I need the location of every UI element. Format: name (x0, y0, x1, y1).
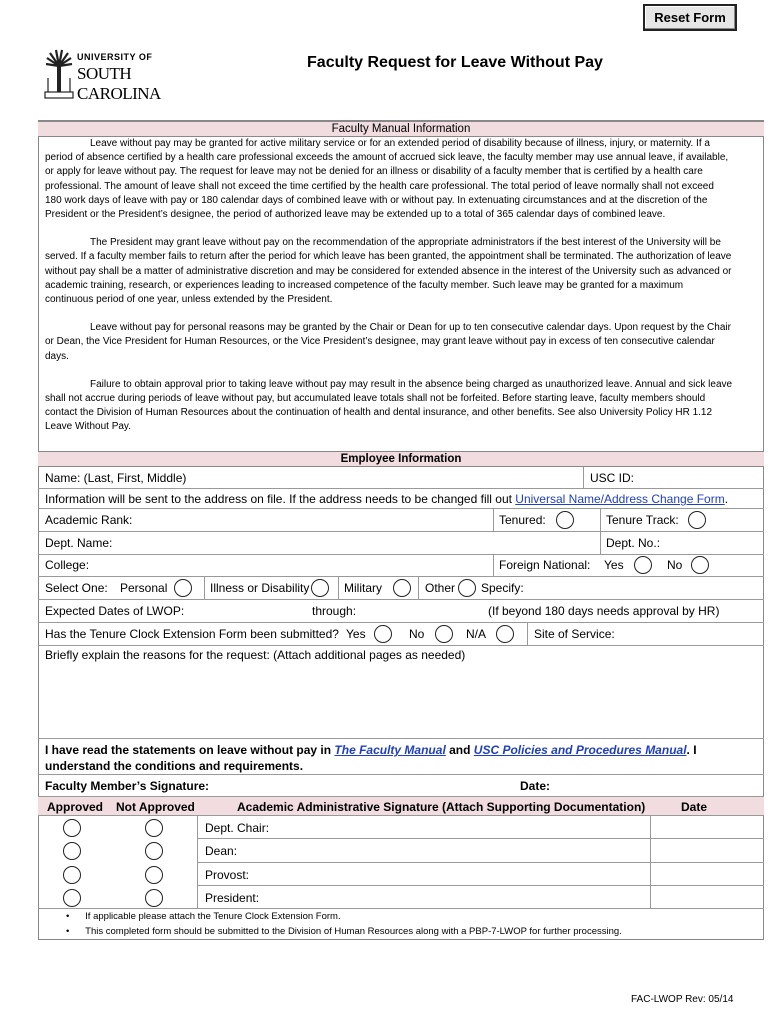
statement-row (38, 739, 764, 775)
form-revision: FAC-LWOP Rev: 05/14 (631, 994, 734, 1005)
approvals-header (38, 797, 764, 816)
military-label: Military (344, 581, 382, 595)
approval-row-provost (38, 863, 764, 886)
manual-header: Faculty Manual Information (38, 121, 764, 137)
statement-text: I have read the statements on leave without pay in The Faculty Manual and USC Policies and Procedures Manual. I understand the conditions and requirements. (45, 743, 697, 773)
select-one-label: Select One: (45, 581, 108, 595)
explain-textarea[interactable] (45, 664, 755, 734)
signature-col-header: Academic Administrative Signature (Attach Supporting Documentation) (237, 800, 646, 814)
chair-not-approved-radio[interactable] (145, 819, 163, 837)
tenure-track-label: Tenure Track: (606, 513, 679, 527)
tenure-na-label: N/A (466, 627, 487, 641)
note-1: • If applicable please attach the Tenure Clock Extension Form. (66, 911, 341, 922)
military-radio[interactable] (393, 579, 411, 597)
manual-text (45, 137, 733, 435)
dept-name-field[interactable]: Dept. Name: (45, 536, 113, 550)
other-radio[interactable] (458, 579, 476, 597)
chair-approved-radio[interactable] (63, 819, 81, 837)
employee-header: Employee Information (38, 451, 764, 467)
leave-type-row (38, 577, 764, 600)
tenure-track-radio[interactable] (688, 511, 706, 529)
provost-approved-radio[interactable] (63, 866, 81, 884)
signature-row (38, 775, 764, 797)
college-row (38, 555, 764, 577)
approved-col-header: Approved (47, 800, 104, 814)
tenure-yes-label: Yes (346, 627, 366, 641)
tenure-clock-yes-radio[interactable] (374, 625, 392, 643)
faculty-manual-link[interactable]: The Faculty Manual (334, 743, 446, 757)
name-row (38, 467, 764, 489)
tenure-clock-question: Has the Tenure Clock Extension Form been submitted? (45, 627, 339, 641)
tenured-radio[interactable] (556, 511, 574, 529)
tenured-label: Tenured: (499, 513, 546, 527)
president-approved-radio[interactable] (63, 889, 81, 907)
president-signature[interactable]: President: (205, 891, 260, 905)
address-change-link[interactable]: Universal Name/Address Change Form (515, 492, 725, 506)
address-info: Information will be sent to the address on file. If the address needs to be changed fill out Universal Name/Address Change Form. (45, 492, 729, 506)
dean-not-approved-radio[interactable] (145, 842, 163, 860)
usc-policies-link[interactable]: USC Policies and Procedures Manual (473, 743, 687, 757)
dept-row (38, 532, 764, 555)
dean-approved-radio[interactable] (63, 842, 81, 860)
dates-row (38, 600, 764, 623)
provost-not-approved-radio[interactable] (145, 866, 163, 884)
tenure-clock-row (38, 623, 764, 646)
personal-radio[interactable] (174, 579, 192, 597)
illness-label: Illness or Disability (210, 581, 310, 595)
rank-row (38, 509, 764, 532)
logo-line2: SOUTH CAROLINA (77, 64, 161, 103)
dean-signature[interactable]: Dean: (205, 844, 238, 858)
usc-id-field[interactable]: USC ID: (590, 471, 635, 485)
faculty-date-field[interactable]: Date: (520, 779, 551, 793)
foreign-no-radio[interactable] (691, 556, 709, 574)
academic-rank-field[interactable]: Academic Rank: (45, 513, 133, 527)
approval-row-chair (38, 816, 764, 839)
date-col-header: Date (681, 800, 708, 814)
other-label: Other (425, 581, 456, 595)
start-date-field[interactable]: Expected Dates of LWOP: (45, 604, 185, 618)
personal-label: Personal (120, 581, 168, 595)
explain-row (38, 646, 764, 739)
logo-line1: UNIVERSITY OF (77, 52, 153, 62)
approval-row-president (38, 886, 764, 909)
manual-p4: Failure to obtain approval prior to taking leave without pay may result in the absence being charged as unauthorized leave. Annual and sick leave shall not accrue during periods of leave without pay, but accumulated leave totals shall not be forfeited. Before starting leave, faculty members should contact the Division of Human Resources about the continuation of health and dental insurance, and other benefits. See also University Policy HR 1.12 Leave Without Pay. (45, 378, 733, 433)
illness-radio[interactable] (311, 579, 329, 597)
manual-p2: The President may grant leave without pay on the recommendation of the appropriate administrators if the best interest of the University will be served. If a faculty member fails to return after the period for which leave has been granted, the appointment shall be terminated. The authorization of leave without pay shall be a matter of administrative discretion and may be considered for extended absence in the interest of the University such as advanced or academic training, research, or experiences leading to increased competence of the faculty member. Such leave may be granted for a maximum continuous period of one year, unless extended by the President. (45, 237, 732, 306)
specify-field[interactable]: Specify: (481, 581, 524, 595)
tenure-clock-na-radio[interactable] (496, 625, 514, 643)
site-of-service-field[interactable]: Site of Service: (534, 627, 615, 641)
foreign-yes-radio[interactable] (634, 556, 652, 574)
manual-p3: Leave without pay for personal reasons may be granted by the Chair or Dean for up to ten consecutive calendar days. Upon request by the Chair or Dean, the Vice President for Human Resources, or the Vice President’s designee, may grant leave without pay in excess of ten consecutive calendar days. (45, 322, 731, 362)
president-not-approved-radio[interactable] (145, 889, 163, 907)
note-2: • This completed form should be submitted to the Division of Human Resources along with a PBP-7-LWOP for further processing. (66, 926, 622, 937)
college-field[interactable]: College: (45, 558, 90, 572)
reset-form-button[interactable]: Reset Form (643, 4, 737, 31)
tenure-no-label: No (409, 627, 425, 641)
page-title: Faculty Request for Leave Without Pay (307, 54, 603, 71)
foreign-national-label: Foreign National: (499, 558, 591, 572)
manual-p1: Leave without pay may be granted for active military service or for an extended period of disability because of illness, injury, or maternity. If a period of absence certified by a health care professional exceeds the amount of accrued sick leave, the faculty member may use annual leave, if available, or apply for leave without pay. The request for leave may not be denied for an illness or disability of a faculty member that is certified by a health care professional. The amount of leave shall not exceed the time certified by the health care professional. The total period of leave normally shall not exceed 180 work days of leave with pay or 180 calendar days of combined leave with or without pay. In extenuating circumstances and at the discretion of the President or the President’s designee, the period of authorized leave may be extended up to a total of 365 calendar days of combined leave. (45, 138, 729, 221)
name-field[interactable]: Name: (Last, First, Middle) (45, 471, 187, 485)
address-row (38, 489, 764, 509)
dept-chair-signature[interactable]: Dept. Chair: (205, 821, 270, 835)
explain-label: Briefly explain the reasons for the request: (Attach additional pages as needed) (45, 648, 466, 662)
foreign-no-label: No (667, 558, 683, 572)
provost-signature[interactable]: Provost: (205, 868, 250, 882)
faculty-signature-field[interactable]: Faculty Member’s Signature: (45, 779, 210, 793)
hr-approval-note: (If beyond 180 days needs approval by HR) (488, 604, 720, 618)
not-approved-col-header: Not Approved (116, 800, 195, 814)
tenure-clock-no-radio[interactable] (435, 625, 453, 643)
approval-row-dean (38, 839, 764, 863)
end-date-field[interactable]: through: (312, 604, 357, 618)
dept-no-field[interactable]: Dept. No.: (606, 536, 661, 550)
foreign-yes-label: Yes (604, 558, 624, 572)
